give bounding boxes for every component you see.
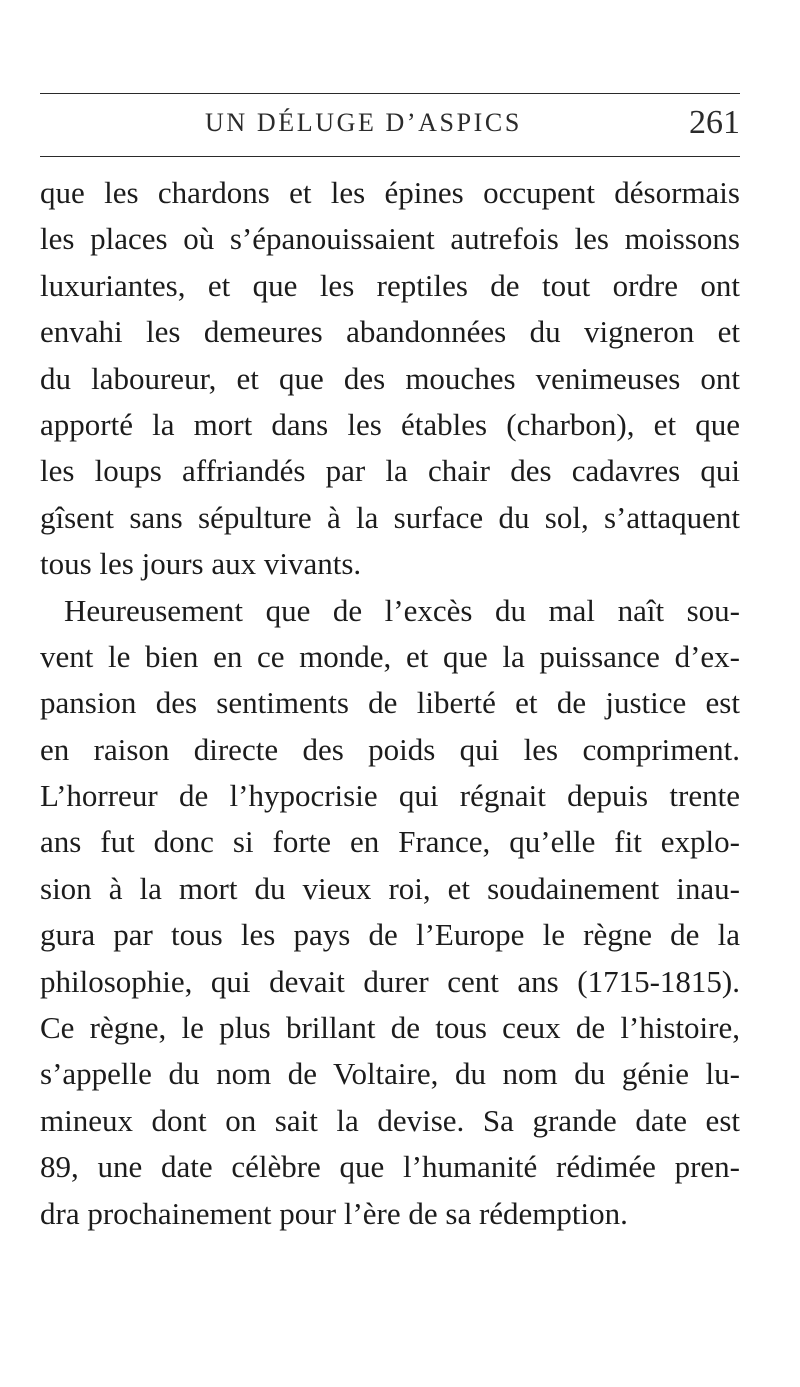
- text-line: apporté la mort dans les étables (charbon), et que: [40, 406, 740, 442]
- text-line: gîsent sans sépulture à la surface du sol, s’attaquent: [40, 499, 740, 535]
- body-text: [40, 170, 740, 1237]
- page-number: 261: [689, 104, 740, 141]
- text-line: 89, une date célèbre que l’humanité rédimée pren-: [40, 1149, 740, 1185]
- text-line: philosophie, qui devait durer cent ans (1715-1815).: [40, 963, 740, 999]
- header-bottom-rule: [40, 156, 740, 157]
- running-title: UN DÉLUGE D’ASPICS: [205, 108, 522, 137]
- text-line: s’appelle du nom de Voltaire, du nom du génie lu-: [40, 1056, 740, 1092]
- text-line: ans fut donc si forte en France, qu’elle fit explo-: [40, 824, 740, 860]
- text-line: sion à la mort du vieux roi, et soudainement inau-: [40, 870, 740, 906]
- text-line: luxuriantes, et que les reptiles de tout ordre ont: [40, 267, 740, 303]
- text-line: du laboureur, et que des mouches venimeuses ont: [40, 360, 740, 396]
- text-line: envahi les demeures abandonnées du vigneron et: [40, 314, 740, 350]
- text-line: les places où s’épanouissaient autrefois les moissons: [40, 221, 740, 257]
- text-line: en raison directe des poids qui les compriment.: [40, 731, 740, 767]
- text-line: Ce règne, le plus brillant de tous ceux de l’histoire,: [40, 1010, 740, 1046]
- text-line: que les chardons et les épines occupent désormais: [40, 175, 740, 210]
- text-line-paragraph-end: tous les jours aux vivants.: [40, 546, 362, 582]
- text-line: mineux dont on sait la devise. Sa grande date est: [40, 1102, 740, 1138]
- text-line-last: dra prochainement pour l’ère de sa rédemption.: [40, 1195, 628, 1231]
- text-line: L’horreur de l’hypocrisie qui régnait depuis trente: [40, 778, 740, 814]
- text-line: les loups affriandés par la chair des cadavres qui: [40, 453, 740, 489]
- header-top-rule: [40, 93, 740, 94]
- text-line: pansion des sentiments de liberté et de justice est: [40, 685, 740, 721]
- text-line-paragraph-start: Heureusement que de l’excès du mal naît sou-: [64, 592, 740, 628]
- text-line: gura par tous les pays de l’Europe le règne de la: [40, 917, 740, 953]
- running-head: [40, 104, 740, 148]
- text-line: vent le bien en ce monde, et que la puissance d’ex-: [40, 638, 740, 674]
